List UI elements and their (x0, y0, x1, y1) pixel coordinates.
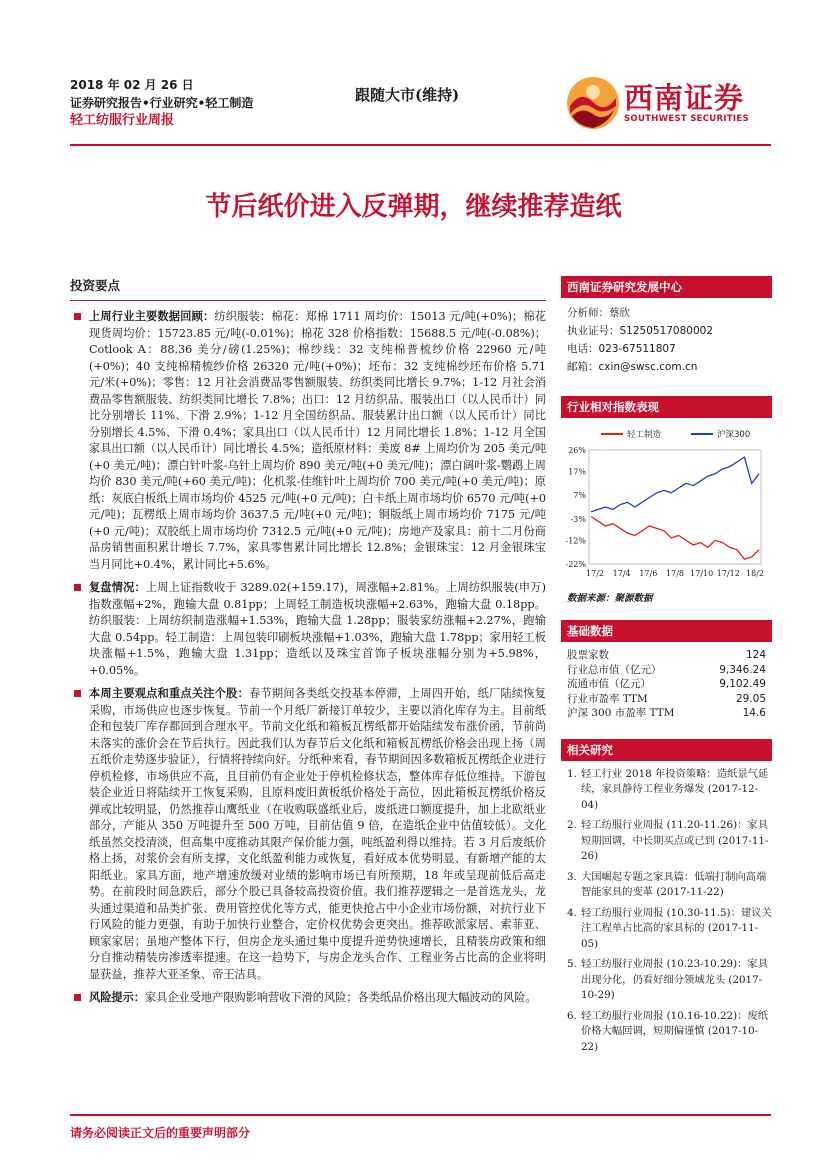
item-number: 4. (567, 906, 577, 919)
analyst-license: 执业证号：S1250517080002 (567, 325, 714, 337)
bullet-square-icon (74, 994, 81, 1001)
item-number: 5. (567, 958, 577, 970)
bullet-text: 春节期间各类纸交投基本停滞，上周四开始，纸厂陆续恢复采购，市场供应也逐步恢复。节前一个月纸厂新接订单较少，主要以消化库存为主。目前纸企和包装厂库存都回到合理水平。节前文化纸和箱板瓦楞纸都开始陆续发布涨价函，节前尚未落实的涨价会在节后执行。因此我们认为春节后文化纸和箱板瓦楞纸价格会出现上扬（周五纸价走势逐步验证），行情将持续向好。分纸种来看，春节期间因多数箱板瓦楞纸企业进行停机检修，市场供应不高，且目前仍有企业处于停机检修状态，整体库存低位维持。下游包装企业近日将陆续开工恢复采购，且原料废旧黄板纸价格处于高位，因此箱板瓦楞纸价格反弹或比较明显，仍然推荐山鹰纸业（在收购联盛纸业后，废纸进口额度提升，加上北欧纸业部分，产能从 350 万吨提升至 500 万吨，目前估值 9 倍，在造纸企业中估值较低）。文化纸虽然交投清淡，但高集中度推动其限产保价能力强，吨纸盈利得以维持。若 3 月后废纸价格上扬，对浆价会有所支撑，文化纸盈利能力或恢复，看好成本优势明显、有新增产能的太阳纸业。家具方面，地产增速放缓对业绩的影响市场已有所预期，18 年或呈现前低后高走势。在前段时间急跌后，部分个股已具备较高投资价值。我们推荐逻辑之一是首选龙头，龙头通过渠道和品类扩张、费用管控优化等方式，能更快抢占中小企业市场份额，对抗行业下行风险的能力更强，有助于加快行业整合，定价权优势会更突出。推荐欧派家居、索菲亚、顾家家居；虽地产整体下行，但房企龙头通过集中度提升逆势快速增长，且精装房政策和细分自推动精装房渗透率提速。在这一趋势下，与房企龙头合作、工程业务占比高的企业将明显获益，推荐大亚圣象、帝王洁具。 (89, 687, 546, 981)
chart-source: 数据来源：聚源数据 (567, 593, 653, 604)
related-research-item[interactable] (561, 818, 772, 865)
basic-data-title: 基础数据 (561, 620, 772, 642)
row-label: 行业市盈率 TTM (567, 692, 648, 705)
item-number: 2. (567, 819, 577, 831)
company-logo (566, 74, 771, 134)
related-research-item[interactable] (561, 1009, 772, 1056)
logo-name-en: SOUTHWEST SECURITIES (624, 114, 749, 124)
basic-data-row (561, 706, 772, 721)
y-tick-label: -3% (570, 514, 586, 524)
series-line (591, 517, 759, 560)
bullet-square-icon (74, 584, 81, 591)
row-value: 124 (745, 649, 766, 661)
index-chart-title: 行业相对指数表现 (561, 396, 772, 418)
investment-points (70, 276, 546, 1013)
sidebar (561, 276, 772, 1060)
row-value: 14.6 (742, 707, 766, 719)
related-research-item[interactable] (561, 906, 772, 953)
bullet-lead: 上周行业主要数据回顾： (89, 309, 215, 323)
bullet-square-icon (74, 313, 81, 320)
basic-data-row (561, 663, 772, 678)
y-tick-label: 26% (568, 446, 586, 455)
x-tick-label: 18/2 (746, 569, 764, 578)
item-number: 1. (567, 767, 577, 780)
item-text: 轻工纺服行业周报 (10.16-10.22)：废纸价格大幅回调，短期偏谨慎 (2017-10-22) (581, 1009, 769, 1053)
analyst-email: 邮箱：cxin@swsc.com.cn (567, 361, 698, 373)
report-sector: 轻工纺服行业周报 (70, 113, 175, 128)
y-tick-label: 17% (568, 467, 586, 477)
row-label: 沪深 300 市盈率 TTM (567, 707, 675, 719)
rating: 跟随大市(维持) (355, 86, 460, 104)
x-tick-label: 17/2 (586, 569, 604, 578)
research-center-title: 西南证券研究发展中心 (561, 276, 772, 298)
related-research-title: 相关研究 (561, 739, 772, 761)
y-tick-label: -12% (565, 536, 586, 546)
x-tick-label: 17/8 (666, 569, 684, 578)
item-text: 轻工行业 2018 年投资策略：造纸景气延续，家具静待工程业务爆发 (2017-12-04) (581, 767, 769, 811)
related-research-section (561, 739, 772, 1056)
index-chart-section (561, 396, 772, 604)
row-value: 9,346.24 (719, 663, 766, 676)
bullet-text: 家具企业受地产限购影响营收下滑的风险；各类纸品价格出现大幅波动的风险。 (144, 991, 537, 1004)
row-value: 9,102.49 (719, 678, 766, 690)
legend-label: 沪深300 (717, 430, 751, 440)
y-tick-label: 7% (573, 491, 586, 501)
bullet-lead: 风险提示： (89, 990, 145, 1004)
x-tick-label: 17/10 (690, 569, 714, 578)
report-title: 节后纸价进入反弹期，继续推荐造纸 (205, 192, 622, 222)
x-tick-label: 17/12 (716, 569, 740, 578)
bullet-risk (70, 989, 546, 1007)
item-text: 轻工纺服行业周报 (10.23-10.29)：家具出现分化，仍看好细分领域龙头 (2017-10-29) (581, 958, 769, 1001)
x-tick-label: 17/4 (612, 569, 631, 578)
bullet-lead: 复盘情况： (89, 580, 146, 594)
legend-label: 轻工制造 (627, 430, 662, 440)
x-tick-label: 17/6 (639, 569, 658, 578)
bullet-text: 上周上证指数收于 3289.02(+159.17)，周涨幅+2.81%。上周纺织服装(申万)指数涨幅+2%，跑输大盘 0.81pp；上周轻工制造板块涨幅+2.63%，跑输大盘 0.18pp。纺织服装：上周纺织制造涨幅+1.53%，跑输大盘 1.28pp；服装家纺涨幅+2.27%，跑输大盘 0.54pp。轻工制造：上周包装印刷板块涨幅+1.03%，跑输大盘 1.78pp；家用轻工板块涨幅+1.5%，跑输大盘 1.31pp；造纸以及珠宝首饰子板块涨幅分别为+5.98%，+0.05%。 (89, 581, 546, 677)
logo-emblem-icon (566, 76, 620, 130)
bullet-market-review (70, 579, 546, 679)
footer-divider (70, 1114, 771, 1116)
index-chart (561, 424, 772, 584)
analyst-name: 分析师：蔡欣 (567, 307, 630, 319)
item-number: 3. (567, 870, 577, 883)
related-research-item[interactable] (561, 767, 772, 814)
row-label: 股票家数 (567, 649, 609, 661)
report-type: 证券研究报告•行业研究•轻工制造 (70, 96, 254, 110)
basic-data-row (561, 692, 772, 707)
related-research-item[interactable] (561, 870, 772, 901)
logo-name-cn: 西南证券 (624, 81, 745, 115)
basic-data-row (561, 677, 772, 692)
bullet-weekly-view (70, 685, 546, 983)
bullet-data-review (70, 308, 546, 573)
related-research-item[interactable] (561, 957, 772, 1004)
row-value: 29.05 (735, 692, 766, 705)
bullet-lead: 本周主要观点和重点关注个股： (89, 686, 250, 700)
report-date: 2018 年 02 月 26 日 (70, 78, 194, 92)
bullet-square-icon (74, 690, 81, 697)
item-text: 轻工纺服行业周报 (11.20-11.26)：家具短期回调，中长期买点或已到 (2017-11-26) (581, 819, 769, 862)
y-tick-label: -22% (565, 560, 586, 569)
plot-frame (589, 450, 761, 564)
header-divider (70, 144, 771, 146)
series-line (591, 457, 759, 512)
analyst-phone: 电话：023-67511807 (567, 343, 676, 355)
row-label: 行业总市值（亿元） (567, 663, 662, 676)
bullet-text: 纺织服装：棉花：郑棉 1711 周均价：15013 元/吨(+0%)；棉花现货周均价：15723.85 元/吨(-0.01%)；棉花 328 价格指数：15688.5 元/吨(-0.08%)；Cotlook A：88.36 美分/磅(1.25%)；棉纱线：32 支纯棉普梳纱价格 22960 元/吨(+0%)；40 支纯棉精梳纱价格 26320 元/吨(+0%)；坯布：32 支纯棉纱坯布价格 5.71 元/米(+0%)；零售：12 月社会消费品零售额服装、纺织类同比增长 9.7%；1-12 月社会消费品零售额服装、纺织类同比增长 7.8%；出口：12 月纺织品、服装出口（以人民币计）同比分别增长 11%、下滑 2.9%；1-12 月全国纺织品、服装累计出口额（以人民币计）同比分别增长 4.5%、下滑 0.4%；家具出口（以人民币计）12 月同比增长 1.8%；1-12 月全国家具出口额（以人民币计）同比增长 4.5%；造纸原材料：美废 8# 上周均价为 205 美元/吨(+0 美元/吨)；漂白针叶浆-乌针上周均价 890 美元/吨(+0 美元/吨)；漂白阔叶浆-鹦鹉上周均价 830 美元/吨(+60 美元/吨)；化机浆-佳维针叶上周均价 700 美元/吨(+0 美元/吨)；原纸：灰底白板纸上周市场均价 4525 元/吨(+0 元/吨)；白卡纸上周市场均价 6570 元/吨(+0 元/吨)；瓦楞纸上周市场均价 3637.5 元/吨(+0 元/吨)；铜版纸上周市场均价 7175 元/吨(+0 元/吨)；双胶纸上周市场均价 7312.5 元/吨(+0 元/吨)；房地产及家具：前十二月份商品房销售面积累计增长 7.7%，家具零售累计同比增长 12.8%；金银珠宝：12 月金银珠宝当月同比+0.4%，累计同比+5.6%。 (89, 310, 547, 571)
footer-notice: 请务必阅读正文后的重要声明部分 (70, 1126, 251, 1140)
item-text: 轻工纺服行业周报 (10.30-11.5)：建议关注工程单占比高的家具标的 (2017-11-05) (581, 906, 772, 950)
row-label: 流通市值（亿元） (567, 678, 651, 690)
basic-data-section (561, 620, 772, 721)
report-header-info (70, 76, 253, 130)
item-text: 大国崛起专题之家具篇：低端打制向高端智能家具的变革 (2017-11-22) (581, 870, 767, 898)
item-number: 6. (567, 1009, 577, 1022)
basic-data-row (561, 648, 772, 663)
investment-points-heading: 投资要点 (70, 276, 546, 301)
